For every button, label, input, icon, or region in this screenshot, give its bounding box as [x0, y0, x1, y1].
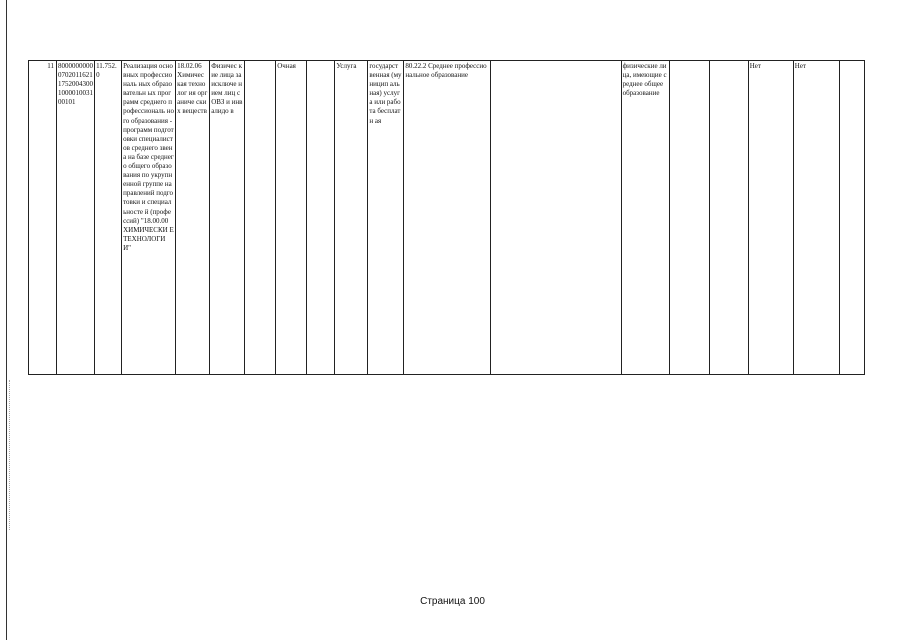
service-code: 11.752.0	[95, 61, 122, 375]
scan-border-line	[6, 0, 7, 640]
consumers: физические лица, имеющие среднее общее образование	[621, 61, 669, 375]
specialty: 18.02.06 Химичес кая технолог ия органиче ских веществ	[176, 61, 210, 375]
registry-number: 800000000007020116211752004300100001003100101	[57, 61, 95, 375]
okved-code: 80.22.2 Среднее профессиональное образование	[404, 61, 491, 375]
empty-cell	[709, 61, 748, 375]
activity-type: Услуга	[335, 61, 368, 375]
row-index: 11	[29, 61, 57, 375]
empty-cell	[839, 61, 864, 375]
empty-cell	[245, 61, 276, 375]
empty-cell	[307, 61, 335, 375]
flag-cell: Нет	[748, 61, 793, 375]
table-row	[29, 61, 865, 375]
registry-table	[28, 60, 865, 375]
service-name: Реализация основных профессиональ ных образовательн ых программ среднего профессиональ ного образования - программ подготовки специалистов среднего звена на базе среднего общего образования по укрупненной группе направлений подготовки и специальносте й (профессий) "18.00.00 ХИМИЧЕСКИ Е ТЕХНОЛОГИ И"	[122, 61, 176, 375]
scan-noise	[9, 380, 11, 530]
page-number: Страница 100	[420, 596, 485, 607]
empty-cell	[491, 61, 621, 375]
payment-type: государст венная (муницип альная) услуга или работа бесплатн ая	[368, 61, 404, 375]
study-form: Очная	[276, 61, 307, 375]
consumer-category: Физичес кие лица за исключе нием лиц с ОВЗ и инвалидо в	[210, 61, 245, 375]
empty-cell	[669, 61, 709, 375]
flag-cell: Нет	[793, 61, 839, 375]
